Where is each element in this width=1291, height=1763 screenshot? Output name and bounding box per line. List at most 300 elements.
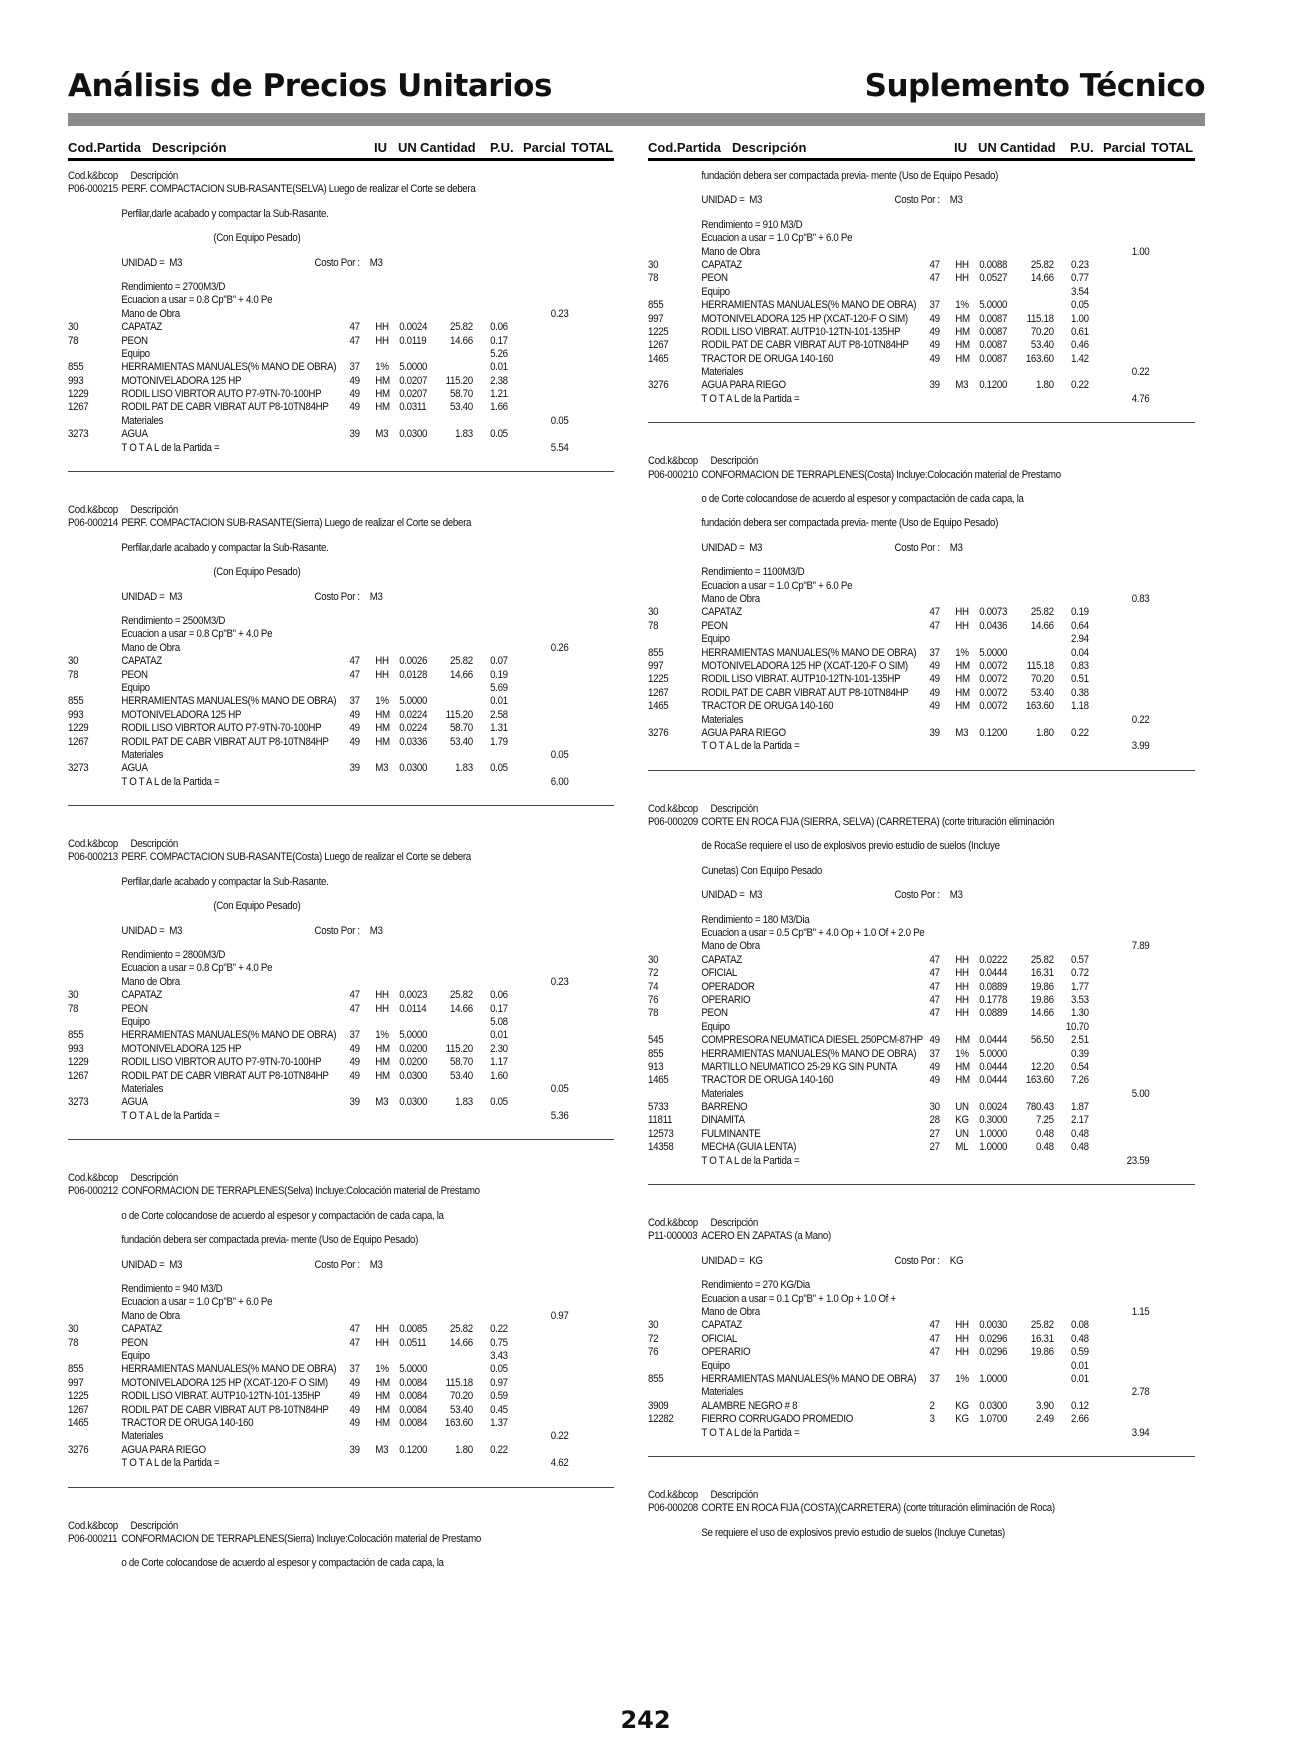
unidad-label: UNIDAD = <box>121 1258 165 1271</box>
item-description: HERRAMIENTAS MANUALES(% MANO DE OBRA) <box>701 1047 917 1060</box>
item-parcial: 1.87 <box>1070 1101 1089 1114</box>
item-iu: 49 <box>349 401 360 414</box>
item-cantidad: 1.0000 <box>979 1372 1008 1385</box>
rendimiento <box>648 914 1151 927</box>
block-header-labels <box>68 1520 570 1533</box>
block-divider <box>648 770 1195 771</box>
partida-title-line: (Con Equipo Pesado) <box>213 232 301 245</box>
unidad-label: UNIDAD = <box>701 194 745 207</box>
item-parcial: 0.83 <box>1070 659 1089 672</box>
unidad-line <box>648 1255 1151 1268</box>
partida-title-cont <box>648 865 1151 878</box>
item-unit: HM <box>375 401 390 414</box>
total-label: T O T A L de la Partida = <box>701 740 800 753</box>
item-description: RODIL LISO VIBRAT. AUTP10-12TN-101-135HP <box>701 673 901 686</box>
total-value: 5.54 <box>550 441 569 454</box>
block-total <box>648 740 1151 753</box>
page-title: Análisis de Precios Unitarios <box>68 68 552 104</box>
table-row <box>68 321 570 334</box>
item-code: 1229 <box>68 722 89 735</box>
item-parcial: 0.01 <box>490 695 508 708</box>
section-mano <box>648 1306 1151 1319</box>
unidad-value: M3 <box>169 924 183 937</box>
partida-title-line: fundación debera ser compactada previa- mente (Uso de Equipo Pesado) <box>701 170 999 182</box>
desc-label: Descripción <box>710 455 758 468</box>
item-description: PEON <box>121 1336 148 1349</box>
item-iu: 2 <box>929 1399 935 1412</box>
item-code: 3276 <box>648 726 669 739</box>
item-description: RODIL PAT DE CABR VIBRAT AUT P8-10TN84HP <box>701 686 909 699</box>
item-pu: 53.40 <box>450 735 473 748</box>
item-description: PEON <box>121 668 148 681</box>
item-cantidad: 0.0119 <box>399 334 427 347</box>
item-iu: 47 <box>929 980 940 993</box>
item-code: 3273 <box>68 428 89 441</box>
table-row <box>68 1323 570 1336</box>
item-iu: 47 <box>929 272 940 285</box>
materiales-total: 2.78 <box>1131 1386 1150 1399</box>
section-equipo <box>648 633 1151 646</box>
table-row <box>68 335 570 348</box>
partida-code: P06-000211 <box>68 1532 118 1545</box>
table-row <box>648 353 1151 366</box>
item-unit: UN <box>955 1101 969 1114</box>
item-description: RODIL PAT DE CABR VIBRAT AUT P8-10TN84HP <box>121 1403 329 1416</box>
table-row <box>648 967 1151 980</box>
cod-label: Cod.k&bcop <box>648 1488 698 1501</box>
section-materiales <box>648 1386 1151 1399</box>
spacer <box>68 1546 614 1557</box>
equipo-subtotal: 10.70 <box>1065 1020 1089 1033</box>
item-code: 30 <box>68 989 79 1002</box>
colhead-parcial: Parcial <box>1103 140 1146 155</box>
item-description: RODIL PAT DE CABR VIBRAT AUT P8-10TN84HP <box>121 401 329 414</box>
ecuacion <box>68 294 570 307</box>
total-value: 23.59 <box>1126 1154 1150 1167</box>
column-header-right <box>648 138 1195 161</box>
item-unit: HH <box>955 1346 969 1359</box>
item-iu: 49 <box>349 1056 360 1069</box>
item-unit: HH <box>955 993 969 1006</box>
partida-title-line: Cunetas) Con Equipo Pesado <box>701 864 822 877</box>
desc-label: Descripción <box>130 1519 178 1532</box>
item-unit: HM <box>375 1403 390 1416</box>
unidad-line <box>648 542 1151 555</box>
partida-code: P06-000214 <box>68 517 118 530</box>
item-cantidad: 0.0889 <box>979 980 1008 993</box>
item-pu: 1.83 <box>455 428 473 441</box>
item-unit: 1% <box>955 646 969 659</box>
spacer <box>68 1223 614 1234</box>
block-divider <box>648 1184 1195 1185</box>
item-unit: HH <box>375 655 389 668</box>
costo-value: M3 <box>369 256 383 269</box>
item-parcial: 2.38 <box>490 374 508 387</box>
item-code: 1267 <box>68 1403 89 1416</box>
table-row <box>68 655 570 668</box>
item-unit: M3 <box>375 1096 389 1109</box>
item-unit: M3 <box>375 762 389 775</box>
item-description: MOTONIVELADORA 125 HP <box>121 374 242 387</box>
item-iu: 47 <box>929 619 940 632</box>
item-unit: HM <box>955 312 970 325</box>
spacer <box>648 208 1195 219</box>
spacer <box>68 938 614 949</box>
item-unit: HM <box>375 722 390 735</box>
table-row <box>648 1114 1151 1127</box>
item-description: CAPATAZ <box>701 953 742 966</box>
item-pu: 7.25 <box>1036 1114 1054 1127</box>
item-code: 1225 <box>648 673 669 686</box>
total-value: 4.62 <box>550 1457 569 1470</box>
item-parcial: 1.17 <box>490 1056 508 1069</box>
item-code: 11811 <box>648 1114 673 1127</box>
total-value: 3.94 <box>1131 1426 1150 1439</box>
item-pu: 14.66 <box>450 1002 473 1015</box>
item-unit: HH <box>955 953 969 966</box>
item-cantidad: 1.0700 <box>979 1413 1008 1426</box>
item-code: 30 <box>648 258 659 271</box>
cod-label: Cod.k&bcop <box>648 802 698 815</box>
item-cantidad: 0.0444 <box>979 1074 1008 1087</box>
item-parcial: 0.17 <box>490 334 508 347</box>
ecuacion-text: Ecuacion a usar = 1.0 Cp"B" + 6.0 Pe <box>701 232 853 245</box>
item-parcial: 0.59 <box>1070 1346 1089 1359</box>
item-unit: 1% <box>375 1029 389 1042</box>
materiales-label: Materiales <box>701 713 744 726</box>
item-parcial: 1.21 <box>490 388 508 401</box>
item-parcial: 0.59 <box>490 1390 508 1403</box>
item-description: RODIL LISO VIBRTOR AUTO P7-9TN-70-100HP <box>121 722 322 735</box>
item-code: 1225 <box>68 1390 89 1403</box>
table-row <box>68 762 570 775</box>
item-pu: 3.90 <box>1036 1399 1054 1412</box>
partida-title-line: o de Corte colocandose de acuerdo al espesor y compactación de cada capa, la <box>121 1557 444 1570</box>
item-parcial: 0.05 <box>490 1096 508 1109</box>
materiales-label: Materiales <box>121 1430 164 1443</box>
table-row <box>68 989 570 1002</box>
item-pu: 163.60 <box>1025 1074 1054 1087</box>
item-description: TRACTOR DE ORUGA 140-160 <box>701 1074 834 1087</box>
item-description: RODIL LISO VIBRTOR AUTO P7-9TN-70-100HP <box>121 1056 322 1069</box>
item-pu: 70.20 <box>1030 673 1054 686</box>
item-parcial: 2.51 <box>1070 1034 1089 1047</box>
item-parcial: 0.48 <box>1070 1332 1089 1345</box>
item-cantidad: 0.1200 <box>979 726 1008 739</box>
item-unit: HM <box>955 700 970 713</box>
item-unit: 1% <box>955 1047 969 1060</box>
table-row <box>648 326 1151 339</box>
item-pu: 19.86 <box>1030 993 1054 1006</box>
item-description: MARTILLO NEUMATICO 25-29 KG SIN PUNTA <box>701 1060 897 1073</box>
table-row <box>68 375 570 388</box>
section-equipo <box>648 286 1151 299</box>
item-description: MOTONIVELADORA 125 HP (XCAT-120-F O SIM) <box>701 659 908 672</box>
item-iu: 49 <box>349 722 360 735</box>
item-iu: 47 <box>929 953 940 966</box>
ecuacion-text: Ecuacion a usar = 1.0 Cp"B" + 6.0 Pe <box>701 579 853 592</box>
mano-label: Mano de Obra <box>701 592 760 605</box>
item-parcial: 1.60 <box>490 1069 508 1082</box>
materiales-total: 0.05 <box>550 748 569 761</box>
item-code: 30 <box>648 1319 659 1332</box>
section-materiales <box>68 1083 570 1096</box>
item-unit: HM <box>375 1042 390 1055</box>
partida-title: CORTE EN ROCA FIJA (COSTA)(CARRETERA) (corte trituración eliminación de Roca) <box>701 1502 1055 1515</box>
item-iu: 47 <box>929 1007 940 1020</box>
item-iu: 39 <box>929 726 940 739</box>
item-pu: 1.80 <box>1036 379 1054 392</box>
mano-total: 0.23 <box>550 307 569 320</box>
item-description: AGUA <box>121 1096 148 1109</box>
partida-title-cont <box>68 232 570 245</box>
item-description: PEON <box>701 1007 728 1020</box>
materiales-total: 0.05 <box>550 414 569 427</box>
ecuacion <box>648 1293 1151 1306</box>
item-cantidad: 5.0000 <box>399 1363 428 1376</box>
unidad-label: UNIDAD = <box>701 889 745 902</box>
partida-title-line: o de Corte colocandose de acuerdo al espesor y compactación de cada capa, la <box>701 493 1024 506</box>
item-unit: HH <box>375 1323 389 1336</box>
item-pu: 16.31 <box>1030 967 1054 980</box>
item-parcial: 0.48 <box>1070 1141 1089 1154</box>
item-cantidad: 0.0114 <box>399 1002 427 1015</box>
block-total <box>68 1457 570 1470</box>
item-unit: HM <box>955 1074 970 1087</box>
item-iu: 27 <box>929 1127 940 1140</box>
header-band <box>68 113 1205 126</box>
block-header-labels <box>648 803 1151 816</box>
materiales-total: 0.05 <box>550 1082 569 1095</box>
table-row <box>648 1333 1151 1346</box>
item-iu: 49 <box>349 735 360 748</box>
item-pu: 12.20 <box>1030 1060 1054 1073</box>
item-unit: HH <box>955 619 969 632</box>
item-pu: 0.48 <box>1036 1127 1054 1140</box>
cod-label: Cod.k&bcop <box>68 170 118 182</box>
partida-title-cont <box>648 1527 1151 1540</box>
materiales-total: 5.00 <box>1131 1087 1150 1100</box>
materiales-label: Materiales <box>121 748 164 761</box>
item-pu: 25.82 <box>450 1323 473 1336</box>
item-cantidad: 0.0072 <box>979 659 1008 672</box>
item-unit: HH <box>375 1336 389 1349</box>
item-code: 78 <box>68 668 79 681</box>
item-description: HERRAMIENTAS MANUALES(% MANO DE OBRA) <box>701 1372 917 1385</box>
item-parcial: 0.51 <box>1070 673 1089 686</box>
item-iu: 47 <box>349 989 360 1002</box>
spacer <box>68 246 614 257</box>
ecuacion-text: Ecuacion a usar = 0.8 Cp"B" + 4.0 Pe <box>121 962 273 975</box>
item-unit: HH <box>375 321 389 334</box>
spacer <box>648 829 1195 840</box>
mano-total: 0.26 <box>550 641 569 654</box>
item-description: CAPATAZ <box>701 606 742 619</box>
colhead-iu: IU <box>954 140 967 155</box>
item-unit: HM <box>375 1056 390 1069</box>
item-pu: 70.20 <box>1030 325 1054 338</box>
item-unit: HH <box>955 1332 969 1345</box>
partida-title: CONFORMACION DE TERRAPLENES(Sierra) Incluye:Colocación material de Prestamo <box>121 1532 482 1545</box>
item-pu: 53.40 <box>1030 686 1054 699</box>
item-parcial: 1.37 <box>490 1416 508 1429</box>
item-iu: 47 <box>929 1332 940 1345</box>
costo-label: Costo Por : <box>894 889 940 902</box>
materiales-total: 0.22 <box>1131 713 1150 726</box>
unidad-value: M3 <box>749 194 763 207</box>
item-description: ALAMBRE NEGRO # 8 <box>701 1399 798 1412</box>
item-iu: 49 <box>929 325 940 338</box>
item-iu: 39 <box>349 1096 360 1109</box>
item-unit: 1% <box>955 1372 969 1385</box>
item-parcial: 0.39 <box>1070 1047 1089 1060</box>
item-parcial: 0.57 <box>1070 953 1089 966</box>
rendimiento-text: Rendimiento = 2700M3/D <box>121 280 226 293</box>
item-unit: HM <box>955 1060 970 1073</box>
item-unit: HH <box>955 258 969 271</box>
unidad-label: UNIDAD = <box>121 924 165 937</box>
cod-label: Cod.k&bcop <box>68 1519 118 1532</box>
costo-value: M3 <box>369 1258 383 1271</box>
table-row <box>68 428 570 441</box>
partida-title-line: de RocaSe requiere el uso de explosivos previo estudio de suelos (Incluye <box>701 840 1000 853</box>
item-pu: 53.40 <box>1030 339 1054 352</box>
item-code: 78 <box>648 619 659 632</box>
item-description: DINAMITA <box>701 1114 745 1127</box>
equipo-label: Equipo <box>701 1020 730 1033</box>
item-code: 1229 <box>68 1056 89 1069</box>
item-code: 1465 <box>68 1416 89 1429</box>
spacer <box>68 197 614 208</box>
spacer <box>68 1272 614 1283</box>
item-cantidad: 0.0084 <box>399 1376 428 1389</box>
item-iu: 39 <box>349 762 360 775</box>
item-unit: HM <box>955 352 970 365</box>
spacer <box>648 1268 1195 1279</box>
price-analysis-block <box>648 803 1195 1185</box>
rendimiento-text: Rendimiento = 910 M3/D <box>701 218 803 231</box>
item-code: 30 <box>648 953 659 966</box>
ecuacion-text: Ecuacion a usar = 0.5 Cp"B" + 4.0 Op + 1.0 Of + 2.0 Pe <box>701 927 925 940</box>
item-code: 997 <box>648 659 664 672</box>
item-code: 1229 <box>68 388 89 401</box>
item-description: HERRAMIENTAS MANUALES(% MANO DE OBRA) <box>701 646 917 659</box>
item-cantidad: 0.0436 <box>979 619 1008 632</box>
item-cantidad: 0.0296 <box>979 1332 1008 1345</box>
total-value: 3.99 <box>1131 740 1150 753</box>
item-iu: 39 <box>349 428 360 441</box>
partida-title: PERF. COMPACTACION SUB-RASANTE(Costa) Luego de realizar el Corte se debera <box>121 851 471 864</box>
item-cantidad: 0.0207 <box>399 388 428 401</box>
mano-label: Mano de Obra <box>701 940 760 953</box>
item-code: 76 <box>648 1346 659 1359</box>
section-mano <box>648 593 1151 606</box>
unidad-label: UNIDAD = <box>121 590 165 603</box>
item-parcial: 0.72 <box>1070 967 1089 980</box>
unidad-line <box>648 194 1151 207</box>
table-row <box>68 1390 570 1403</box>
section-equipo <box>68 1016 570 1029</box>
item-iu: 39 <box>349 1443 360 1456</box>
table-row <box>648 1346 1151 1359</box>
item-iu: 47 <box>929 967 940 980</box>
partida-title-line: (Con Equipo Pesado) <box>213 566 301 579</box>
item-code: 78 <box>68 334 79 347</box>
materiales-label: Materiales <box>121 1082 164 1095</box>
table-row <box>648 687 1151 700</box>
table-row <box>68 709 570 722</box>
table-row <box>648 647 1151 660</box>
item-description: HERRAMIENTAS MANUALES(% MANO DE OBRA) <box>701 299 917 312</box>
item-iu: 37 <box>349 361 360 374</box>
item-unit: 1% <box>375 361 389 374</box>
section-equipo <box>648 1021 1151 1034</box>
costo-label: Costo Por : <box>314 924 360 937</box>
item-pu: 14.66 <box>1030 619 1054 632</box>
mano-label: Mano de Obra <box>701 1306 760 1318</box>
item-code: 76 <box>648 993 659 1006</box>
costo-value: M3 <box>949 889 963 902</box>
item-cantidad: 0.0224 <box>399 722 428 735</box>
partida-title-cont <box>648 170 1151 183</box>
section-equipo <box>648 1360 1151 1373</box>
rendimiento-text: Rendimiento = 2800M3/D <box>121 949 226 962</box>
item-parcial: 0.77 <box>1070 272 1089 285</box>
colhead-total: TOTAL <box>1151 140 1194 155</box>
item-unit: HM <box>955 686 970 699</box>
table-row <box>68 1404 570 1417</box>
desc-label: Descripción <box>710 802 758 815</box>
partida-code: P06-000215 <box>68 183 118 196</box>
item-cantidad: 0.0200 <box>399 1042 428 1055</box>
table-row <box>648 272 1151 285</box>
table-row <box>68 1003 570 1016</box>
total-label: T O T A L de la Partida = <box>121 1109 220 1122</box>
section-materiales <box>68 1430 570 1443</box>
item-code: 997 <box>648 312 664 325</box>
partida-title-line: o de Corte colocandose de acuerdo al espesor y compactación de cada capa, la <box>121 1209 444 1222</box>
item-pu: 53.40 <box>450 1403 473 1416</box>
cod-label: Cod.k&bcop <box>68 504 118 517</box>
item-unit: HM <box>375 1376 390 1389</box>
rendimiento <box>648 219 1151 232</box>
item-iu: 39 <box>929 379 940 392</box>
price-analysis-block <box>68 170 614 472</box>
item-iu: 49 <box>929 659 940 672</box>
section-equipo <box>68 348 570 361</box>
item-code: 1225 <box>648 325 669 338</box>
partida-title: PERF. COMPACTACION SUB-RASANTE(Sierra) Luego de realizar el Corte se debera <box>121 517 472 530</box>
section-materiales <box>648 714 1151 727</box>
item-description: AGUA <box>121 762 148 775</box>
item-description: AGUA <box>121 428 148 441</box>
total-value: 4.76 <box>1131 392 1150 405</box>
item-pu: 115.18 <box>1026 312 1054 325</box>
partida-title-cont <box>648 517 1151 530</box>
item-cantidad: 5.0000 <box>979 1047 1008 1060</box>
block-divider <box>648 1456 1195 1457</box>
equipo-label: Equipo <box>121 1350 150 1362</box>
item-code: 30 <box>68 321 79 334</box>
partida-title-line: Perfilar,darle acabado y compactar la Sub-Rasante. <box>121 207 329 220</box>
item-parcial: 0.75 <box>490 1336 508 1349</box>
block-title <box>68 517 570 530</box>
mano-total: 1.15 <box>1131 1306 1150 1318</box>
item-cantidad: 0.0026 <box>399 655 428 668</box>
item-pu: 1.80 <box>1036 726 1054 739</box>
item-cantidad: 0.0073 <box>979 606 1008 619</box>
item-unit: HM <box>955 325 970 338</box>
